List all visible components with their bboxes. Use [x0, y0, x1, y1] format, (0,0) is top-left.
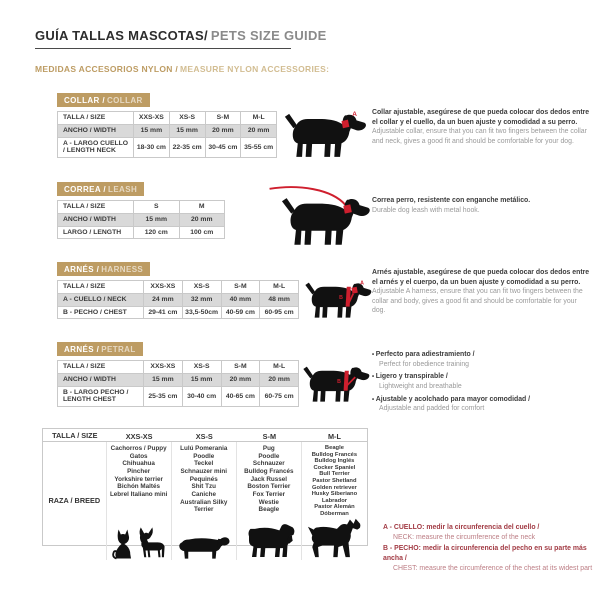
breed-item: Cachorros / Puppy: [110, 445, 167, 452]
harness-cell: 32 mm: [182, 293, 221, 306]
breed-item: Westie: [258, 498, 279, 506]
leash-cell: 100 cm: [179, 226, 225, 239]
collar-section-badge: [57, 93, 150, 107]
breed-item: Poodle: [258, 452, 280, 460]
leash-badge-es: CORREA /: [64, 185, 107, 194]
harness-cell: M-L: [260, 281, 299, 294]
petral-cell: 15 mm: [144, 373, 183, 386]
harness-badge-en: HARNESS: [101, 265, 144, 274]
footnote-b-en: CHEST: measure the circumference of the chest at its widest part: [393, 564, 593, 572]
petral-size-table: [57, 360, 299, 407]
silhouettes-m-l: [302, 518, 367, 560]
breed-item: Jack Russel: [250, 475, 288, 483]
breed-item: Beagle: [324, 445, 344, 451]
red-collar-marker: [343, 204, 352, 213]
harness-cell: TALLA / SIZE: [58, 281, 144, 294]
breed-col-m-l: [302, 442, 367, 560]
petral-bullets: [372, 350, 592, 417]
breed-header-cell: M-L: [327, 432, 341, 441]
dog-with-harness-icon: [303, 268, 373, 330]
dog-with-leash-icon: [268, 178, 372, 254]
collar-size-table: [57, 111, 277, 158]
petral-marker-b-label: B: [337, 379, 341, 385]
measurement-footnotes: [383, 523, 595, 575]
collar-cell: 20 mm: [205, 124, 241, 137]
collar-cell: 15 mm: [134, 124, 170, 137]
cat-silhouette-icon: [112, 528, 134, 560]
petral-cell: B - LARGO PECHO / LENGTH CHEST: [58, 386, 144, 407]
collar-cell: 18-30 cm: [134, 137, 170, 158]
harness-cell: 60-95 cm: [260, 306, 299, 319]
collar-badge-es: COLLAR /: [64, 96, 105, 105]
table-row: [58, 213, 225, 226]
leash-size-table: [57, 200, 225, 239]
silhouettes-s-m: [237, 520, 301, 560]
harness-marker-b-label: B: [339, 295, 343, 301]
red-collar-marker: [341, 120, 349, 129]
breed-item: Schnauzer: [252, 460, 285, 468]
table-row: [58, 124, 277, 137]
harness-cell: S-M: [221, 281, 260, 294]
breed-item: Schnauzer mini: [180, 468, 228, 476]
breed-table: [42, 428, 368, 546]
breed-list: [312, 445, 357, 518]
leash-cell: TALLA / SIZE: [58, 201, 134, 214]
leash-note: [372, 196, 592, 215]
leash-cell: S: [134, 201, 180, 214]
leash-cell: 15 mm: [134, 213, 180, 226]
petral-badge-en: PETRAL: [101, 345, 136, 354]
page-title-es: GUÍA TALLAS MASCOTAS/: [35, 28, 208, 43]
table-row: [58, 373, 299, 386]
breed-table-header: [43, 429, 367, 442]
breed-col-xs-s: [172, 442, 237, 560]
breed-item: Pastor Alemán: [314, 504, 355, 511]
harness-note: [372, 268, 592, 316]
breed-item: Bulldog Francés: [244, 468, 294, 476]
dachshund-silhouette-icon: [176, 534, 232, 560]
page-subtitle: [35, 64, 329, 74]
breed-item: Lulú Pomerania: [180, 445, 228, 452]
petral-cell: 20 mm: [260, 373, 299, 386]
breed-item: Pastor Shetland: [312, 477, 357, 484]
breed-item: Pug: [262, 445, 275, 452]
breed-item: Bulldog Francés: [311, 451, 358, 458]
collar-marker-label: A: [352, 111, 357, 119]
harness-cell: 33,5-50cm: [182, 306, 221, 319]
breed-list: [244, 445, 293, 514]
dog-with-collar-icon: [282, 103, 368, 165]
breed-list: [110, 445, 167, 499]
breed-item: Poodle: [193, 452, 215, 460]
footnote-b-es: B - PECHO: medir la circunferencia del pecho en su parte más ancha /: [383, 545, 587, 562]
petral-cell: XXS-XS: [144, 361, 183, 374]
petral-section-badge: [57, 342, 143, 356]
harness-cell: 24 mm: [144, 293, 183, 306]
collar-note: [372, 108, 592, 146]
breed-item: Dóberman: [320, 510, 349, 517]
table-row: [58, 137, 277, 158]
table-row: [58, 361, 299, 374]
breed-item: Bichón Maltés: [117, 483, 160, 491]
harness-section-badge: [57, 262, 150, 276]
breed-item: Pequinés: [189, 475, 218, 483]
petral-bullet-en: Adjustable and padded for comfort: [379, 405, 485, 413]
breed-header-cell: S-M: [262, 432, 277, 441]
breed-item: Chihuahua: [122, 460, 155, 468]
schnauzer-silhouette-icon: [243, 520, 295, 560]
breed-item: Boston Terrier: [247, 483, 291, 491]
doberman-silhouette-icon: [305, 518, 363, 560]
leash-cell: 20 mm: [179, 213, 225, 226]
harness-badge-es: ARNÉS /: [64, 265, 100, 274]
collar-cell: 22-35 cm: [169, 137, 205, 158]
page-title-en: PETS SIZE GUIDE: [210, 28, 327, 43]
leash-cell: 120 cm: [134, 226, 180, 239]
breed-col-s-m: [237, 442, 302, 560]
petral-bullet-es: • Ligero y transpirable /: [372, 372, 592, 382]
collar-cell: XXS-XS: [134, 112, 170, 125]
harness-cell: B - PECHO / CHEST: [58, 306, 144, 319]
harness-cell: 40-59 cm: [221, 306, 260, 319]
collar-cell: XS-S: [169, 112, 205, 125]
harness-note-en: Adjustable A harness, ensure that you can fit two fingers between the collar and body, gives a good fit and should be comfortable for your dog.: [372, 288, 583, 315]
collar-cell: 35-55 cm: [241, 137, 277, 158]
petral-cell: 20 mm: [221, 373, 260, 386]
breed-item: Labrador: [321, 497, 347, 504]
leash-cell: M: [179, 201, 225, 214]
collar-cell: 20 mm: [241, 124, 277, 137]
harness-size-table: [57, 280, 299, 319]
harness-cell: 48 mm: [260, 293, 299, 306]
chihuahua-silhouette-icon: [136, 526, 166, 560]
petral-cell: M-L: [260, 361, 299, 374]
breed-header-cell: XS-S: [195, 432, 213, 441]
table-row: [58, 281, 299, 294]
breed-table-body: [43, 442, 367, 560]
collar-cell: S-M: [205, 112, 241, 125]
collar-cell: TALLA / SIZE: [58, 112, 134, 125]
collar-cell: ANCHO / WIDTH: [58, 124, 134, 137]
leash-note-es: Correa perro, resistente con enganche metálico.: [372, 197, 531, 204]
table-row: [58, 226, 225, 239]
page-title: [35, 28, 327, 49]
table-row: [58, 306, 299, 319]
harness-cell: 40 mm: [221, 293, 260, 306]
collar-cell: 30-45 cm: [205, 137, 241, 158]
petral-cell: 25-35 cm: [144, 386, 183, 407]
harness-cell: XS-S: [182, 281, 221, 294]
petral-cell: 30-40 cm: [182, 386, 221, 407]
collar-badge-en: COLLAR: [106, 96, 143, 105]
petral-bullet-es: • Perfecto para adiestramiento /: [372, 350, 592, 360]
petral-cell: ANCHO / WIDTH: [58, 373, 144, 386]
collar-cell: 15 mm: [169, 124, 205, 137]
table-row: [58, 386, 299, 407]
petral-cell: 60-75 cm: [260, 386, 299, 407]
breed-item: Australian Silky Terrier: [180, 498, 228, 514]
table-row: [58, 293, 299, 306]
footnote-a-es: A - CUELLO: medir la circunferencia del cuello /: [383, 524, 540, 531]
breed-item: Gatos: [129, 452, 148, 460]
harness-cell: XXS-XS: [144, 281, 183, 294]
breed-item: Beagle: [258, 506, 280, 514]
dog-with-petral-icon: [301, 352, 371, 414]
petral-cell: 15 mm: [182, 373, 221, 386]
breed-item: Bull Terrier: [319, 471, 350, 478]
silhouettes-xs-s: [172, 534, 236, 560]
petral-cell: 40-65 cm: [221, 386, 260, 407]
harness-marker-a-label: A: [360, 280, 364, 287]
breed-item: Pincher: [127, 468, 151, 476]
harness-note-es: Arnés ajustable, asegúrese de que pueda colocar dos dedos entre el arnés y el cuerpo, da un buen ajuste y comodidad a su perro.: [372, 269, 590, 286]
collar-cell: A - LARGO CUELLO / LENGTH NECK: [58, 137, 134, 158]
petral-bullet-en: Perfect for obedience training: [379, 360, 470, 368]
breed-item: Shit Tzu: [191, 483, 216, 491]
page-subtitle-es: MEDIDAS ACCESORIOS NYLON /: [35, 64, 179, 74]
breed-item: Golden retriever: [312, 484, 357, 491]
table-row: [58, 112, 277, 125]
collar-note-es: Collar ajustable, asegúrese de que pueda colocar dos dedos entre el collar y el cuello, da un buen ajuste y comodidad a su perro.: [372, 109, 590, 126]
footnote-a-en: NECK: measure the circumference of the neck: [393, 533, 536, 541]
breed-item: Caniche: [191, 491, 216, 499]
petral-cell: TALLA / SIZE: [58, 361, 144, 374]
petral-bullet-es: • Ajustable y acolchado para mayor comodidad /: [372, 395, 592, 405]
leash-section-badge: [57, 182, 144, 196]
leash-note-en: Durable dog leash with metal hook.: [372, 206, 480, 214]
red-harness-neck-strap: [351, 287, 357, 294]
page-subtitle-en: MEASURE NYLON ACCESSORIES:: [180, 64, 330, 74]
collar-note-en: Adjustable collar, ensure that you can fit two fingers between the collar and neck, gives a good fit and should be comfortable for your dog.: [372, 128, 587, 145]
red-leash-line: [270, 187, 346, 205]
breed-item: Teckel: [194, 460, 214, 468]
breed-item: Fox Terrier: [252, 491, 286, 499]
harness-cell: 29-41 cm: [144, 306, 183, 319]
silhouettes-xxs-xs: [107, 526, 171, 560]
breed-row-label-cell: [43, 442, 107, 560]
petral-bullet-en: Lightweight and breathable: [379, 382, 462, 390]
breed-item: Bulldog Inglés: [314, 458, 355, 465]
petral-cell: XS-S: [182, 361, 221, 374]
petral-badge-es: ARNÉS /: [64, 345, 100, 354]
harness-cell: A - CUELLO / NECK: [58, 293, 144, 306]
breed-header-cell: TALLA / SIZE: [52, 430, 98, 440]
breed-header-cell: XXS-XS: [125, 432, 153, 441]
breed-row-label: RAZA / BREED: [48, 496, 101, 506]
collar-cell: M-L: [241, 112, 277, 125]
petral-cell: S-M: [221, 361, 260, 374]
breed-list: [172, 445, 236, 514]
leash-badge-en: LEASH: [108, 185, 138, 194]
breed-item: Cocker Spaniel: [313, 464, 356, 471]
breed-col-xxs-xs: [107, 442, 172, 560]
leash-cell: LARGO / LENGTH: [58, 226, 134, 239]
breed-item: Yorkshire terrier: [114, 475, 163, 483]
table-row: [58, 201, 225, 214]
breed-item: Lebrel Italiano mini: [109, 491, 168, 499]
breed-item: Husky Siberiano: [311, 491, 358, 498]
leash-cell: ANCHO / WIDTH: [58, 213, 134, 226]
